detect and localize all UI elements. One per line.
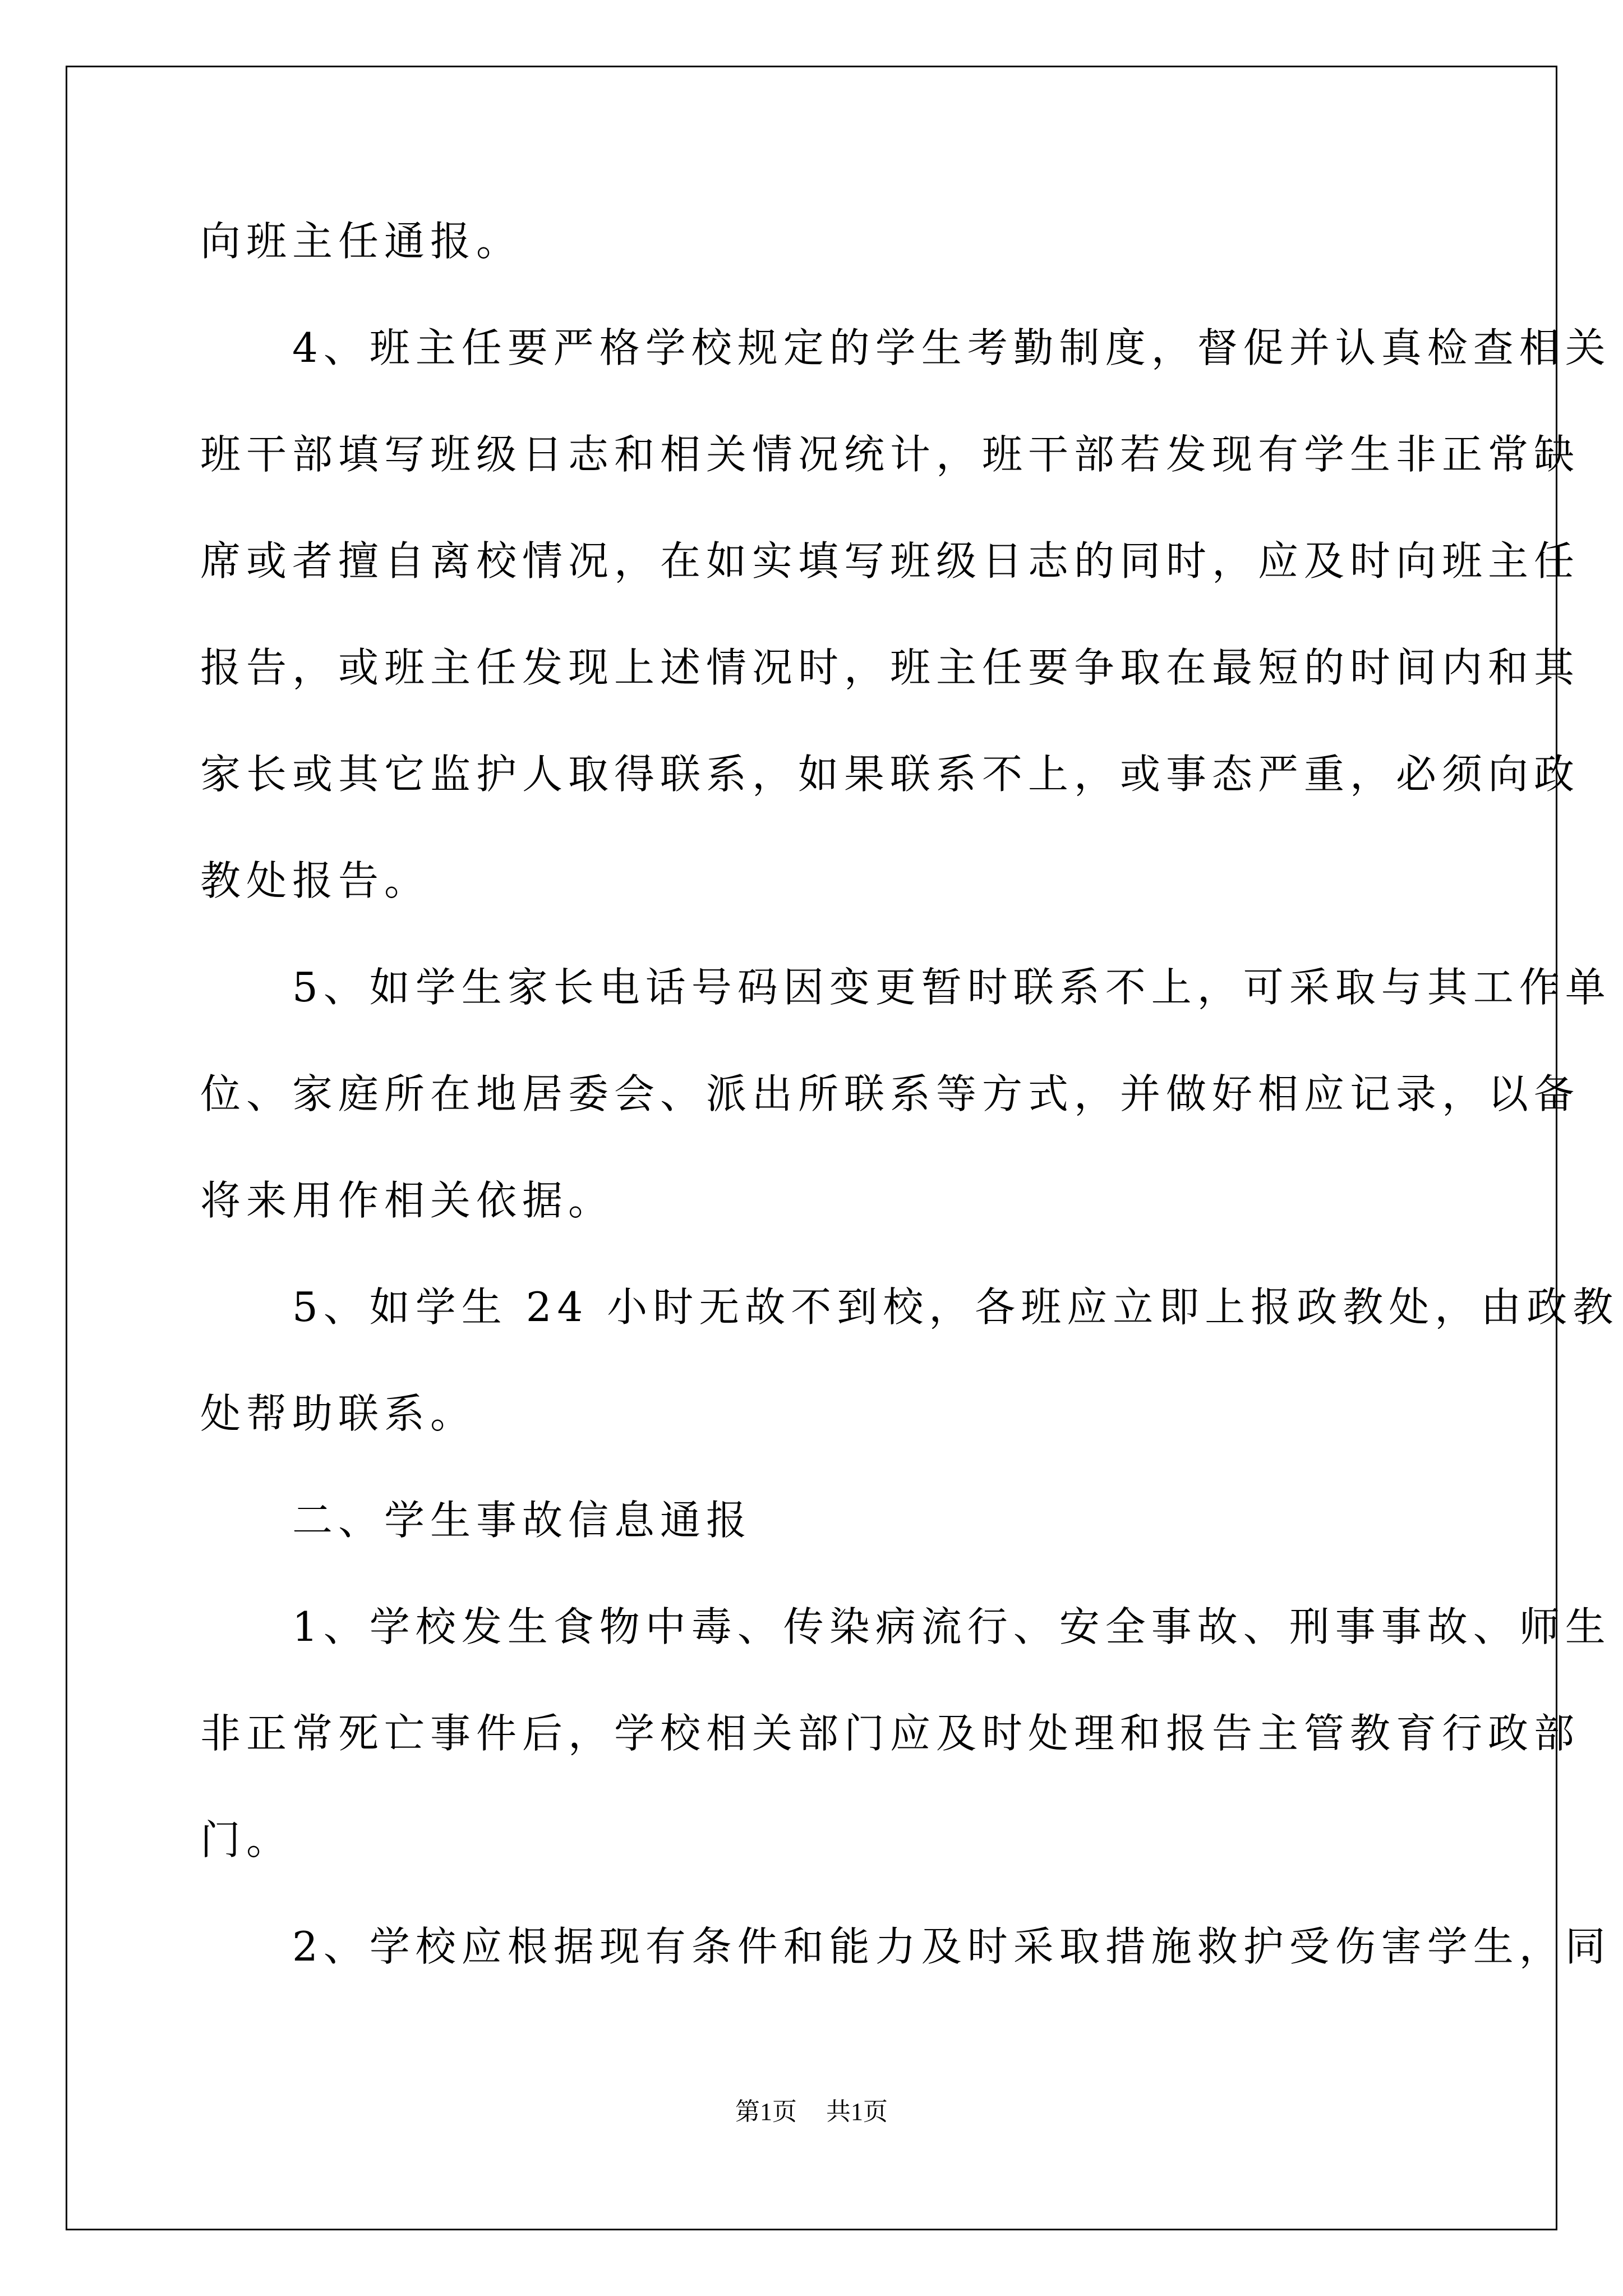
text-line: 非正常死亡事件后，学校相关部门应及时处理和报告主管教育行政部 (200, 1710, 1580, 1757)
text-line: 班干部填写班级日志和相关情况统计，班干部若发现有学生非正常缺 (200, 431, 1580, 478)
text-line: 报告，或班主任发现上述情况时，班主任要争取在最短的时间内和其 (200, 644, 1580, 691)
text-line: 家长或其它监护人取得联系，如果联系不上，或事态严重，必须向政 (200, 751, 1580, 798)
text-line: 5、如学生 24 小时无故不到校，各班应立即上报政教处，由政教 (200, 1283, 1619, 1331)
text-line: 门。 (200, 1816, 293, 1864)
text-line: 4、班主任要严格学校规定的学生考勤制度，督促并认真检查相关 (200, 324, 1611, 371)
text-line: 位、家庭所在地居委会、派出所联系等方式，并做好相应记录，以备 (200, 1070, 1580, 1117)
text-line: 5、如学生家长电话号码因变更暂时联系不上，可采取与其工作单 (200, 964, 1611, 1011)
page-border (66, 66, 1619, 2230)
section-heading: 二、学生事故信息通报 (200, 1497, 753, 1544)
text-line: 教处报告。 (200, 857, 431, 904)
page-footer (0, 2095, 1623, 2129)
text-line: 向班主任通报。 (200, 218, 523, 265)
page-number: 第1页 (735, 2098, 797, 2125)
page-total: 共1页 (826, 2098, 888, 2125)
text-line: 席或者擅自离校情况，在如实填写班级日志的同时，应及时向班主任 (200, 537, 1580, 585)
text-line: 2、学校应根据现有条件和能力及时采取措施救护受伤害学生，同 (200, 1923, 1611, 1970)
text-line: 1、学校发生食物中毒、传染病流行、安全事故、刑事事故、师生 (200, 1603, 1611, 1650)
text-line: 处帮助联系。 (200, 1390, 477, 1437)
text-line: 将来用作相关依据。 (200, 1177, 615, 1224)
